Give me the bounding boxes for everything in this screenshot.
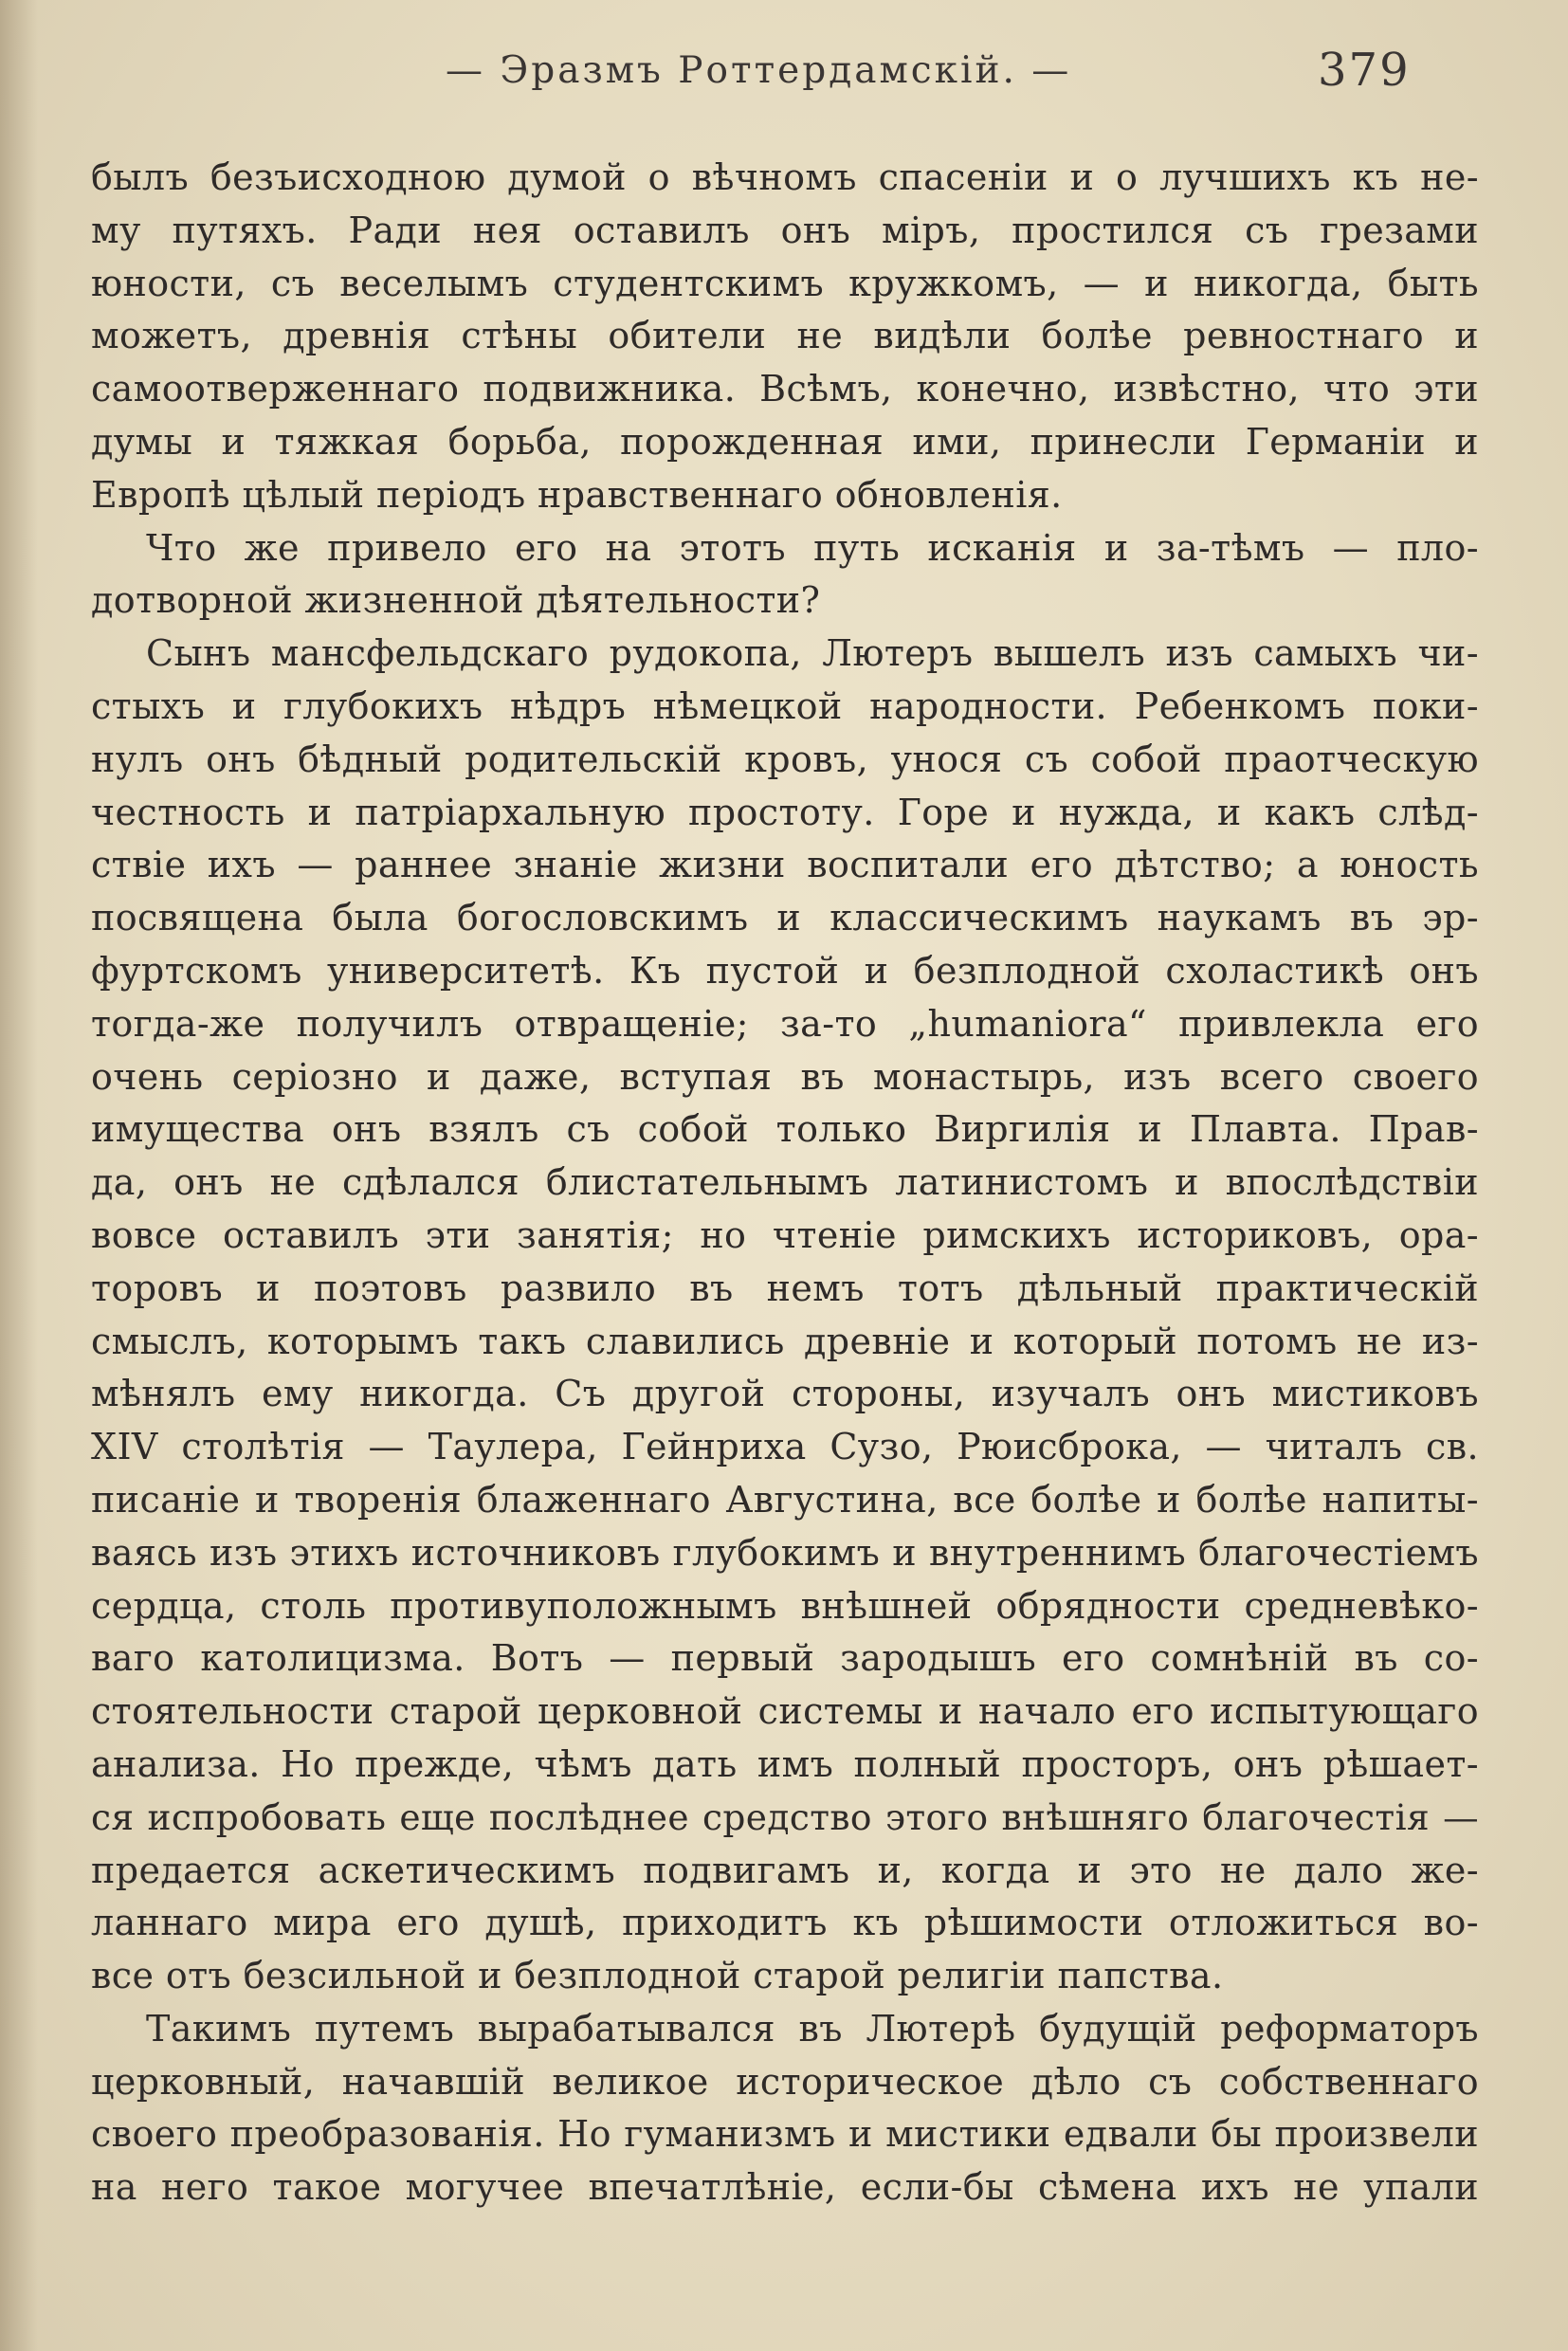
text-line: на него такое могучее впечатлѣніе, если-бы сѣмена ихъ не упали [91,2166,1479,2209]
page-number: 379 [1318,44,1411,97]
text-line: ся испробовать еще послѣднее средство этого внѣшняго благочестія — [91,1795,1479,1838]
text-line: вовсе оставилъ эти занятія; но чтеніе римскихъ историковъ, ора- [91,1213,1479,1256]
text-line: мѣнялъ ему никогда. Съ другой стороны, изучалъ онъ мистиковъ [91,1373,1479,1415]
text-line: ваго католицизма. Вотъ — первый зародышъ его сомнѣній въ со- [91,1637,1479,1680]
text-line: Европѣ цѣлый періодъ нравственнаго обновленія. [91,473,1063,516]
text-line: му путяхъ. Ради нея оставилъ онъ міръ, простился съ грезами [91,209,1479,251]
text-line: можетъ, древнія стѣны обители не видѣли болѣе ревностнаго и [91,315,1479,357]
text-line: фуртскомъ университетѣ. Къ пустой и безплодной схоластикѣ онъ [91,949,1479,992]
body-text [91,152,1479,2214]
text-line: самоотверженнаго подвижника. Всѣмъ, конечно, извѣстно, что эти [91,368,1479,410]
text-line: XIV столѣтія — Таулера, Гейнриха Сузо, Рюисброка, — читалъ св. [91,1426,1479,1468]
text-line: предается аскетическимъ подвигамъ и, когда и это не дало же- [91,1849,1479,1891]
text-line: церковный, начавшій великое историческое дѣло съ собственнаго [91,2060,1479,2103]
text-line: ланнаго мира его душѣ, приходитъ къ рѣшимости отложиться во- [91,1902,1479,1944]
text-line: все отъ безсильной и безплодной старой религіи папства. [91,1955,1224,1997]
text-line: очень серіозно и даже, вступая въ монастырь, изъ всего своего [91,1055,1479,1098]
text-line: писаніе и творенія блаженнаго Августина, все болѣе и болѣе напиты- [91,1478,1479,1521]
text-line: тогда-же получилъ отвращеніе; за-то „humaniora“ привлекла его [91,1002,1479,1045]
text-line: думы и тяжкая борьба, порожденная ими, принесли Германіи и [91,420,1479,463]
text-line: нулъ онъ бѣдный родительскій кровъ, унося съ собой праотческую [91,738,1479,780]
text-line: своего преобразованія. Но гуманизмъ и мистики едвали бы произвели [91,2113,1479,2156]
text-line: ваясь изъ этихъ источниковъ глубокимъ и внутреннимъ благочестіемъ [91,1531,1479,1574]
text-line: сердца, столь противуположнымъ внѣшней обрядности средневѣко- [91,1584,1479,1627]
running-title: — Эразмъ Роттердамскій. — [446,49,1072,92]
text-line: имущества онъ взялъ съ собой только Виргилія и Плавта. Прав- [91,1108,1479,1151]
running-head [0,44,1568,110]
text-line: посвящена была богословскимъ и классическимъ наукамъ въ эр- [91,897,1479,939]
text-line: Сынъ мансфельдскаго рудокопа, Лютеръ вышелъ изъ самыхъ чи- [146,632,1479,675]
text-line: стыхъ и глубокихъ нѣдръ нѣмецкой народности. Ребенкомъ поки- [91,684,1479,727]
text-line: юности, съ веселымъ студентскимъ кружкомъ, — и никогда, быть [91,262,1479,304]
text-line: смыслъ, которымъ такъ славились древніе и который потомъ не из- [91,1320,1479,1362]
text-line: да, онъ не сдѣлался блистательнымъ латинистомъ и впослѣдствіи [91,1161,1479,1204]
text-line: ствіе ихъ — раннее знаніе жизни воспитали его дѣтство; а юность [91,844,1479,886]
text-line: анализа. Но прежде, чѣмъ дать имъ полный просторъ, онъ рѣшает- [91,1742,1479,1785]
text-line: честность и патріархальную простоту. Горе и нужда, и какъ слѣд- [91,791,1479,833]
text-line: Такимъ путемъ вырабатывался въ Лютерѣ будущій реформаторъ [146,2007,1479,2050]
text-line: торовъ и поэтовъ развило въ немъ тотъ дѣльный практическій [91,1267,1479,1309]
text-line: Что же привело его на этотъ путь исканія и за-тѣмъ — пло- [146,526,1479,569]
text-line: дотворной жизненной дѣятельности? [91,579,821,622]
text-line: стоятельности старой церковной системы и начало его испытующаго [91,1690,1479,1733]
text-line: былъ безъисходною думой о вѣчномъ спасеніи и о лучшихъ къ не- [91,156,1479,198]
